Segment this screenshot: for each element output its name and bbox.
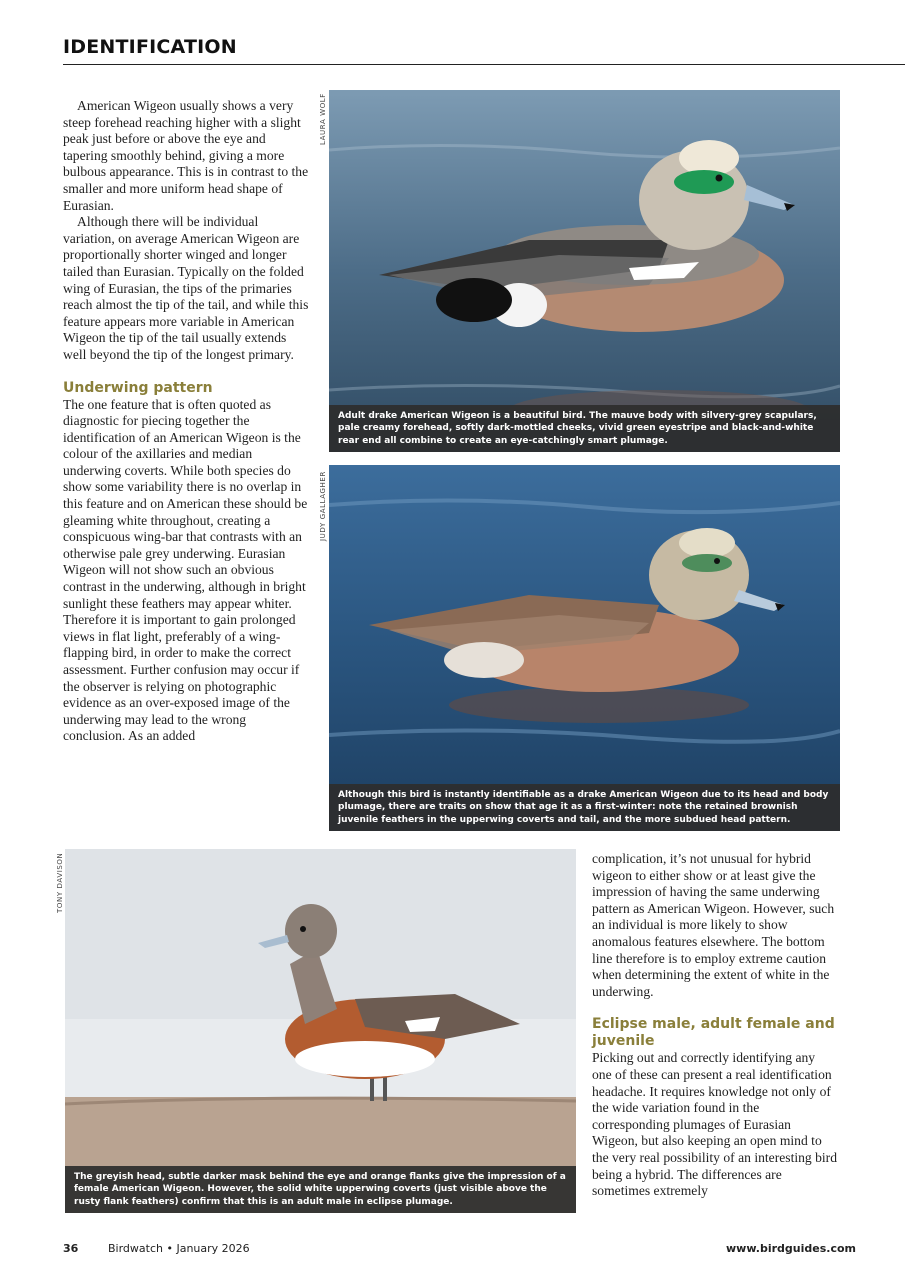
photo-first-winter-wigeon (329, 465, 840, 831)
photo-credit: LAURA WOLF (319, 93, 327, 145)
photo-caption: Although this bird is instantly identifiable as a drake American Wigeon due to its head and body plumage, there are traits on show that age it as a first-winter: note the retained brownish juvenile feathers in the upperwing coverts and tail, and the more subdued head pattern. (329, 784, 840, 832)
photo-first-winter-image (329, 465, 840, 831)
website-url[interactable]: www.birdguides.com (726, 1242, 856, 1255)
header-rule (63, 64, 905, 65)
photo-drake-image (329, 90, 840, 452)
page-number: 36 (63, 1242, 79, 1255)
photo-caption: Adult drake American Wigeon is a beautiful bird. The mauve body with silvery-grey scapulars, pale creamy forehead, softly dark-mottled cheeks, vivid green eyestripe and black-and-white rear end all combine to create an eye-catchingly smart plumage. (329, 405, 840, 453)
photo-eclipse-image (65, 849, 576, 1213)
photo-eclipse-wigeon (65, 849, 576, 1213)
paragraph: Although there will be individual variation, on average American Wigeon are proportionally shorter winged and longer tailed than Eurasian. Typically on the folded wing of Eurasian, the tips of the primaries reach almost the tip of the tail, and while this feature appears more variable in American Wigeon the tip of the tail usually extends well beyond the tip of the longest primary. (63, 214, 309, 362)
photo-drake-wigeon (329, 90, 840, 452)
paragraph: complication, it’s not unusual for hybrid wigeon to either show or at least give the impression of having the same underwing pattern as American Wigeon. However, such an individual is more likely to show anomalous features elsewhere. The bottom line therefore is to employ extreme caution when determining the extent of white in the underwing. (592, 851, 835, 999)
paragraph: The one feature that is often quoted as diagnostic for piecing together the identification of an American Wigeon is the colour of the axillaries and median underwing coverts. While both species do show some variability there is no overlap in this feature and on American these should be gleaming white throughout, creating a conspicuous wing-bar that contrasts with an otherwise pale grey underwing. Eurasian Wigeon will not show such an obvious contrast in the underwing, although in bright sunlight these feathers may appear whiter. Therefore it is important to gain prolonged views in flat light, preferably of a wing-flapping bird, in order to make the correct assessment. Further confusion may occur if the observer is relying on photographic evidence as an over-exposed image of the underwing may lead to the wrong conclusion. As an added (63, 396, 308, 744)
photo-caption: The greyish head, subtle darker mask behind the eye and orange flanks give the impression of a female American Wigeon. However, the solid white upperwing coverts (just visible above the rusty flank feathers) confirm that this is an adult male in eclipse plumage. (65, 1166, 576, 1214)
magazine-issue: Birdwatch • January 2026 (108, 1242, 250, 1255)
section-title: IDENTIFICATION (63, 36, 237, 58)
photo-credit: JUDY GALLAGHER (319, 471, 327, 541)
subheading-underwing: Underwing pattern (63, 379, 213, 396)
paragraph: Picking out and correctly identifying any one of these can present a real identification headache. It requires knowledge not only of the wide variation found in the corresponding plumages of Eurasian Wigeon, but also keeping an open mind to the very real possibility of an interesting bird being a hybrid. The differences are sometimes extremely (592, 1050, 838, 1199)
text-column-left (63, 98, 311, 745)
text-column-right (592, 851, 838, 1200)
photo-credit: TONY DAVISON (56, 852, 64, 913)
subheading-eclipse: Eclipse male, adult female and juvenile (592, 1016, 835, 1050)
paragraph: American Wigeon usually shows a very steep forehead reaching higher with a slight peak just before or above the eye and tapering smoothly behind, giving a more bulbous appearance. This is in contrast to the smaller and more uniform head shape of Eurasian. (63, 98, 309, 213)
